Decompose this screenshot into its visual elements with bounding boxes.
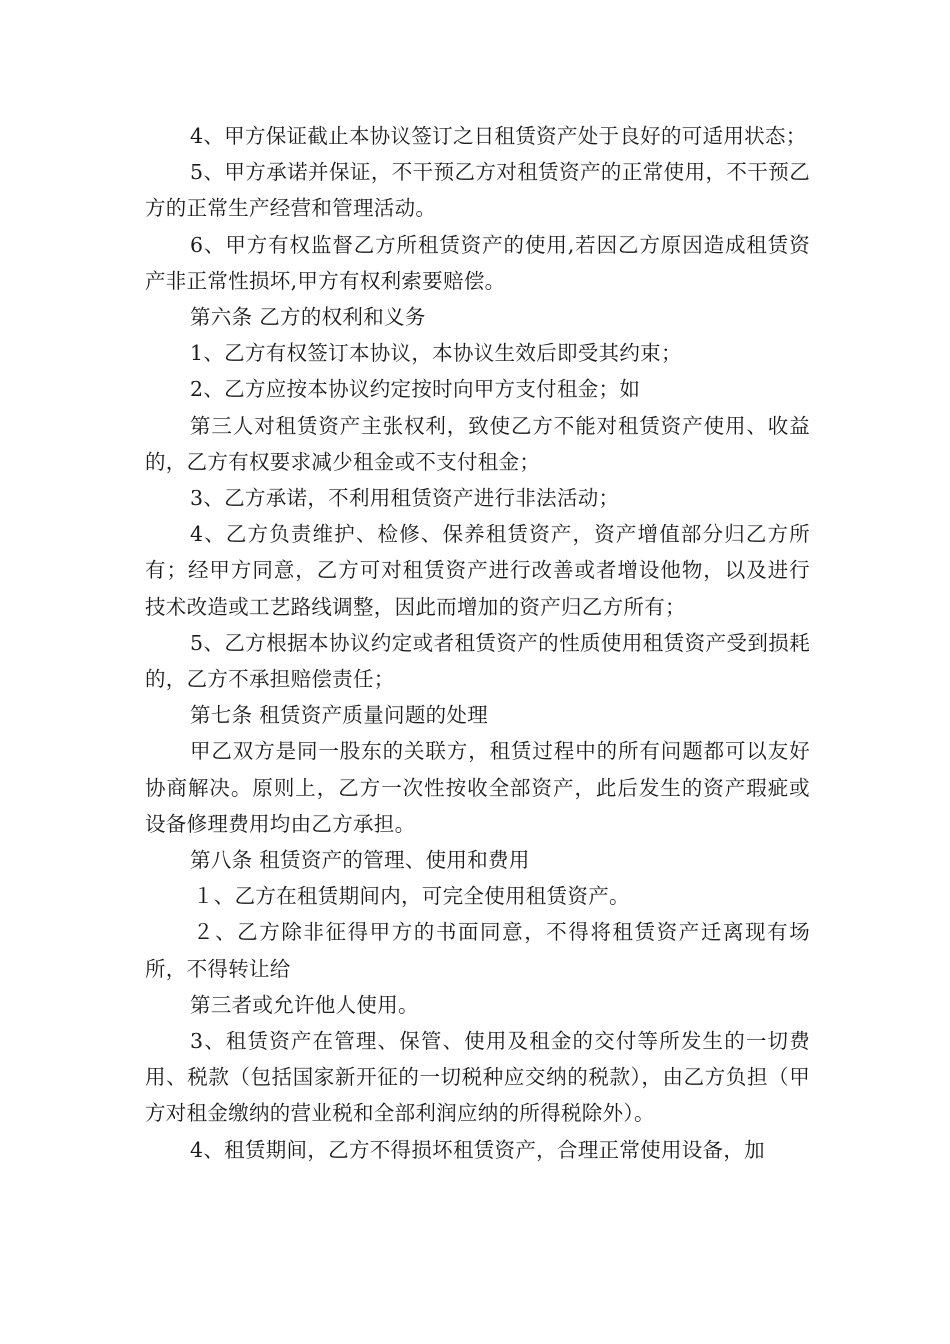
clause-paragraph: 3、租赁资产在管理、保管、使用及租金的交付等所发生的一切费用、税款（包括国家新开征的一切税种应交纳的税款），由乙方负担（甲方对租金缴纳的营业税和全部利润应纳的所得税除外）。 [145, 1029, 810, 1126]
clause-paragraph: 5、乙方根据本协议约定或者租赁资产的性质使用租赁资产受到损耗的，乙方不承担赔偿责任； [145, 630, 810, 692]
clause-paragraph: 甲乙双方是同一股东的关联方，租赁过程中的所有问题都可以友好协商解决。原则上，乙方一次性按收全部资产，此后发生的资产瑕疵或设备修理费用均由乙方承担。 [145, 739, 810, 836]
clause-paragraph: １、乙方在租赁期间内，可完全使用租赁资产。 [193, 884, 630, 909]
clause-paragraph: 4、租赁期间，乙方不得损坏租赁资产，合理正常使用设备，加 [190, 1137, 765, 1162]
document-page [145, 118, 810, 1168]
clause-paragraph: ２、乙方除非征得甲方的书面同意，不得将租赁资产迁离现有场所，不得转让给 [145, 920, 810, 981]
section-heading: 第六条 乙方的权利和义务 [190, 305, 426, 330]
clause-paragraph: 4、甲方保证截止本协议签订之日租赁资产处于良好的可适用状态； [190, 124, 807, 148]
clause-paragraph: 5、甲方承诺并保证，不干预乙方对租赁资产的正常使用，不干预乙方的正常生产经营和管理活动。 [145, 160, 810, 221]
clause-paragraph: 2、乙方应按本协议约定按时向甲方支付租金；如 [190, 377, 641, 402]
clause-paragraph: 第三者或允许他人使用。 [190, 992, 419, 1017]
section-heading: 第七条 租赁资产质量问题的处理 [190, 703, 489, 728]
clause-paragraph: 第三人对租赁资产主张权利，致使乙方不能对租赁资产使用、收益的，乙方有权要求减少租金或不支付租金； [145, 413, 810, 474]
clause-paragraph: 3、乙方承诺，不利用租赁资产进行非法活动； [190, 486, 620, 511]
clause-paragraph: 4、乙方负责维护、检修、保养租赁资产，资产增值部分归乙方所有；经甲方同意，乙方可对租赁资产进行改善或者增设他物，以及进行技术改造或工艺路线调整，因此而增加的资产归乙方所有； [145, 522, 810, 619]
clause-paragraph: 1、乙方有权签订本协议，本协议生效后即受其约束； [190, 341, 682, 366]
clause-paragraph: 6、甲方有权监督乙方所租赁资产的使用,若因乙方原因造成租赁资产非正常性损坏,甲方有权利索要赔偿。 [145, 232, 810, 293]
section-heading: 第八条 租赁资产的管理、使用和费用 [190, 848, 530, 873]
